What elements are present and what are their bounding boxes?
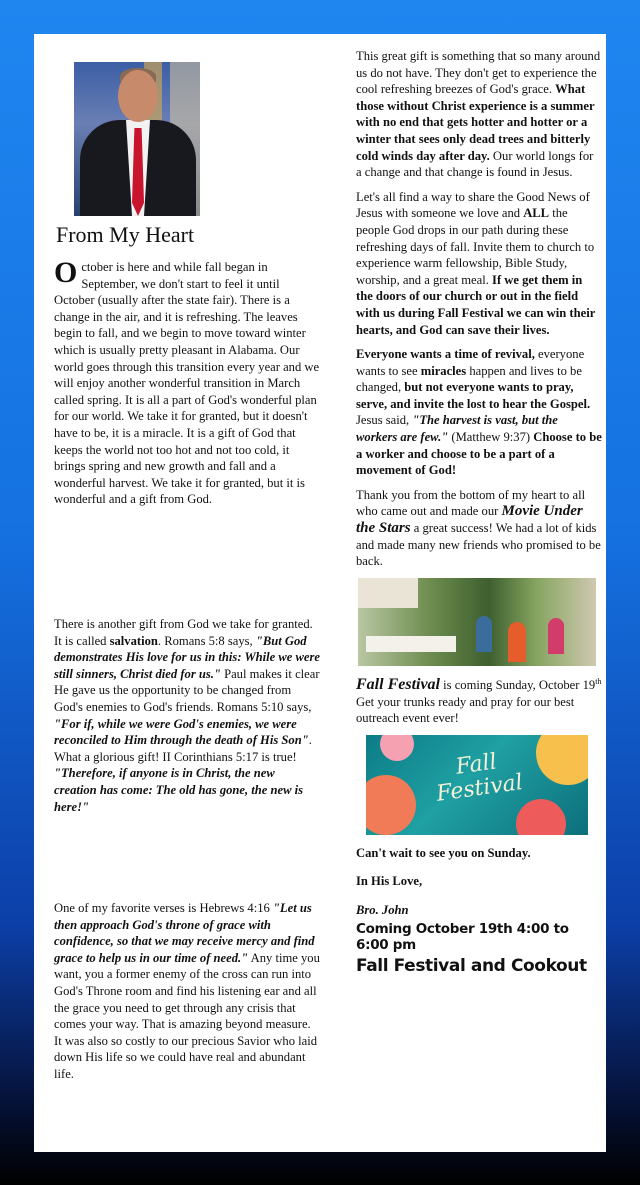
text-run: Our world longs for a change and that change is found in Jesus. [356, 148, 594, 180]
text-run: Let's all find a way to share the Good News of Jesus with someone we love and [356, 189, 590, 221]
pastor-photo [74, 62, 200, 216]
text-run: a great success! We had a lot of kids and made many new friends who promised to be back. [356, 521, 601, 569]
festival-title: Fall Festival [356, 676, 440, 693]
date-suffix: th [595, 676, 602, 686]
text-run: the people God drops in our path during these refreshing days of fall. Invite them to church to experience warm fellowship, Bible Study, worship, and a great meal. [356, 206, 595, 287]
text-run: There is another gift from God we take for granted. It is called [54, 617, 313, 648]
event-name-line: Fall Festival and Cookout [356, 955, 587, 976]
event-date-line: Coming October 19th 4:00 to 6:00 pm [356, 920, 569, 954]
grace-paragraph [356, 48, 602, 181]
text-run-bold: What those without Christ experience is a summer with no end that gets hotter and hotter or a winter that sees only dead trees and bitterly cold winds day after day. [356, 82, 595, 163]
text-run-bold: If we get them in the doors of our church or out in the field with us during Fall Festival we can win their hearts, and God can save their lives. [356, 272, 596, 337]
scripture-quote: "For if, while we were God's enemies, we were reconciled to Him through the death of His Son" [54, 716, 309, 748]
salvation-paragraph [54, 616, 320, 815]
fall-festival-logo-text: Fall Festival [434, 749, 525, 807]
text-run: Paul makes it clear He gave us the opportunity to be changed from God's enemies to God's friends. Romans 5:10 says, [54, 666, 320, 714]
text-run: . What a glorious gift! II Corinthians 5:17 is true! [54, 733, 312, 764]
thanks-paragraph [356, 487, 602, 570]
text-run: Any time you want, you a former enemy of the cross can run into God's Throne room and find his listening ear and all the grace you need to get through any crisis that comes your way. That is amazing beyond measure. It was also so costly to our precious Savior who laid down His life so we could have real and abundant life. [54, 950, 320, 1081]
closing-salutation: In His Love, [356, 874, 423, 889]
text-run-bold: miracles [420, 363, 467, 378]
scripture-quote: "The harvest is vast, but the workers are few." [356, 413, 558, 445]
text-run: One of my favorite verses is Hebrews 4:16 [54, 901, 273, 915]
text-run-bold: salvation [109, 633, 158, 648]
text-run: Jesus said, [356, 413, 413, 428]
text-run: This great gift is something that so many around us do not have. They don't get to experience the cool refreshing breezes of God's grace. [356, 49, 601, 97]
intro-text: ctober is here and while fall began in September, we don't start to feel it until October (usually after the state fair). There is a change in the air, and it is refreshing. The leaves begin to fall, and we begin to move toward winter which is usually pretty pleasant in Alabama. Our world goes through this transition every year and we will enjoy another wonderful transition in March called spring. It is all a part of God's wonderful plan for our world. We take it for granted, but it doesn't have to be, it is a miracle. It is a gift of God that keeps the world not too hot and not too cold, it brings spring and new growth and fall and a wonderful harvest. We take it for granted, but it is wonderful and a gift from God. [54, 260, 320, 507]
scripture-quote: "Let us then approach God's throne of grace with confidence, so that we may receive mercy and find grace to help us in our time of need." [54, 901, 315, 965]
fall-festival-paragraph [356, 674, 602, 727]
scripture-quote: "But God demonstrates His love for us in this: While we were still sinners, Christ died for us." [54, 633, 321, 681]
text-run: Thank you from the bottom of my heart to all who came out and made our [356, 487, 586, 519]
text-run-bold: Choose to be a worker and choose to be a part of a movement of God! [356, 430, 602, 478]
text-run-bold: Everyone wants a time of revival, [356, 347, 535, 362]
right-column [356, 48, 602, 974]
text-run-bold: but not everyone wants to pray, serve, and invite the lost to hear the Gospel. [356, 380, 591, 411]
closing-line: Can't wait to see you on Sunday. [356, 845, 531, 860]
article-heading: From My Heart [56, 222, 195, 247]
signature-name: Bro. John [356, 902, 409, 917]
intro-paragraph [54, 256, 320, 508]
newsletter-page [34, 34, 606, 1152]
text-run: Get your trunks ready and pray for our best outreach event ever! [356, 694, 575, 726]
scripture-quote: "Therefore, if anyone is in Christ, the new creation has come: The old has gone, the new is here!" [54, 766, 304, 814]
movie-title: Movie Under the Stars [356, 503, 583, 537]
text-run: happen and lives to be changed, [356, 363, 582, 395]
revival-paragraph [356, 346, 602, 479]
text-run: everyone wants to see [356, 347, 585, 378]
text-run: . Romans 5:8 says, [157, 633, 256, 648]
fall-festival-logo [366, 735, 588, 835]
share-paragraph [356, 189, 602, 338]
text-run-bold: ALL [523, 206, 550, 221]
drop-cap: O [54, 256, 78, 289]
hebrews-paragraph [54, 900, 320, 1083]
movie-night-photo [358, 578, 596, 666]
text-run: (Matthew 9:37) [448, 430, 534, 445]
text-run: is coming Sunday, October 19 [440, 678, 596, 692]
